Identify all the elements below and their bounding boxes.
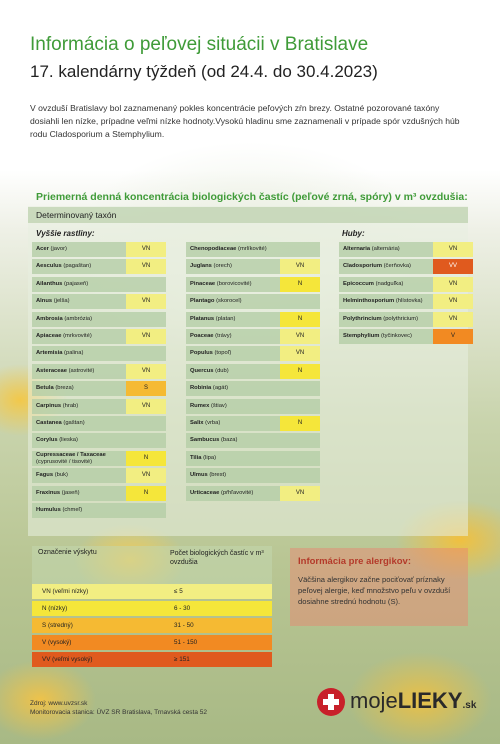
level-cell <box>280 399 320 414</box>
level-cell <box>280 451 320 466</box>
logo-sk: .sk <box>462 700 477 711</box>
table-row <box>339 329 473 344</box>
taxon-latin: Ulmus <box>190 472 208 479</box>
taxon-name <box>32 277 126 292</box>
level-cell: VV <box>433 259 473 274</box>
legend-row <box>32 584 272 599</box>
taxon-name <box>186 399 280 414</box>
taxon-slovak: (topoľ) <box>214 350 232 357</box>
taxon-latin: Poaceae <box>190 333 214 339</box>
legend-label: N (nízky) <box>42 605 68 612</box>
taxon-latin: Castanea <box>36 420 62 426</box>
taxon-slovak: (hrab) <box>62 402 79 409</box>
level-cell: N <box>280 277 320 292</box>
table-row <box>186 277 320 292</box>
table-row <box>32 346 166 361</box>
level-cell: VN <box>126 399 166 414</box>
taxon-latin: Artemisia <box>36 350 63 357</box>
level-cell: VN <box>280 329 320 344</box>
level-cell <box>280 381 320 396</box>
taxon-slovak: (skorocel) <box>216 298 242 305</box>
level-cell <box>280 468 320 483</box>
level-cell: V <box>433 329 473 344</box>
allergy-text: Väčšina alergikov začne pociťovať príznaky peľovej alergie, keď množstvo peľu v ovzduší dosiahne strednú hodnotu (S). <box>298 575 451 606</box>
legend-range: ≥ 151 <box>174 656 190 663</box>
logo-lieky: LIEKY <box>397 688 463 713</box>
taxon-slovak: (chmeľ) <box>62 507 83 513</box>
taxon-slovak: (pagaštan) <box>63 263 92 270</box>
taxon-slovak: (nadguľka) <box>375 280 404 287</box>
level-cell <box>126 312 166 327</box>
taxon-name <box>32 242 126 257</box>
taxon-slovak: (pajaseň) <box>64 280 89 287</box>
legend-row <box>32 635 272 650</box>
level-cell: VN <box>126 259 166 274</box>
table-row <box>186 242 320 257</box>
table-row <box>32 451 166 466</box>
table-row <box>186 312 320 327</box>
taxon-name <box>186 312 280 327</box>
legend-header <box>32 546 272 584</box>
table-row <box>186 364 320 379</box>
taxon-latin: Sambucus <box>190 437 220 444</box>
taxon-slovak: (gaštan) <box>63 420 85 426</box>
table-row <box>186 294 320 309</box>
table-row <box>32 399 166 414</box>
table-row <box>339 277 473 292</box>
level-cell: VN <box>433 277 473 292</box>
level-cell: VN <box>280 346 320 361</box>
taxon-slovak: (buk) <box>54 472 68 479</box>
taxon-slovak: (vrba) <box>205 420 221 426</box>
taxon-slovak: (hlístovka) <box>395 298 423 305</box>
taxon-latin: Chenopodiaceae <box>190 246 237 252</box>
taxon-slovak: (javor) <box>50 246 67 252</box>
taxon-name <box>32 503 126 518</box>
taxon-slovak: (brest) <box>209 472 227 479</box>
taxon-name <box>186 242 280 257</box>
taxon-name <box>186 433 280 448</box>
legend-head-count: Počet biologických častíc v m³ ovzdušia <box>170 550 264 566</box>
legend-label: S (stredný) <box>42 622 73 629</box>
taxon-latin: Humulus <box>36 507 61 513</box>
taxon-name <box>339 259 433 274</box>
taxon-latin: Salix <box>190 420 204 426</box>
table-row <box>32 433 166 448</box>
taxon-latin: Juglans <box>190 263 212 270</box>
taxon-name <box>186 259 280 274</box>
level-cell <box>280 433 320 448</box>
taxon-name <box>32 399 126 414</box>
table-row <box>339 259 473 274</box>
legend-head-occurrence: Označenie výskytu <box>38 549 97 556</box>
fungi-header: Huby: <box>342 229 365 238</box>
taxon-latin: Plantago <box>190 298 215 305</box>
level-cell: VN <box>280 486 320 501</box>
taxon-name <box>339 329 433 344</box>
taxon-name <box>186 486 280 501</box>
level-cell <box>126 277 166 292</box>
level-cell <box>126 416 166 431</box>
level-cell: VN <box>126 242 166 257</box>
taxon-slovak: (mrkvovité) <box>63 333 92 339</box>
taxon-latin: Rumex <box>190 402 210 409</box>
table-row <box>339 242 473 257</box>
taxon-latin: Populus <box>190 350 213 357</box>
allergy-info-box <box>290 548 468 626</box>
level-cell: VN <box>126 329 166 344</box>
table-row <box>186 433 320 448</box>
table-row <box>32 486 166 501</box>
logo-moje: moje <box>350 688 398 713</box>
table-row <box>32 294 166 309</box>
taxon-slovak: (dub) <box>215 367 229 374</box>
taxon-latin: Cladosporium <box>343 263 382 270</box>
taxon-name <box>186 364 280 379</box>
legend-range: 51 - 150 <box>174 639 198 646</box>
page-title: Informácia o peľovej situácii v Bratislave <box>30 34 369 55</box>
table-row <box>186 451 320 466</box>
taxon-slovak: (astrovité) <box>68 367 95 374</box>
level-cell: VN <box>433 312 473 327</box>
taxon-latin: Tilia <box>190 454 202 461</box>
level-cell: N <box>280 364 320 379</box>
taxon-latin: Urticaceae <box>190 489 220 496</box>
table-row <box>339 294 473 309</box>
taxon-name <box>32 433 126 448</box>
taxon-name <box>186 294 280 309</box>
taxon-latin: Quercus <box>190 367 214 374</box>
taxon-slovak: (trávy) <box>215 333 232 339</box>
level-cell: VN <box>126 468 166 483</box>
level-cell <box>126 433 166 448</box>
table-row <box>186 259 320 274</box>
level-cell: N <box>126 451 166 466</box>
taxon-latin: Asteraceae <box>36 367 67 374</box>
taxon-slovak: (tyčinkovec) <box>381 333 412 339</box>
plants-header: Vyššie rastliny: <box>36 229 95 238</box>
legend-range: 31 - 50 <box>174 622 194 629</box>
taxon-name <box>339 242 433 257</box>
taxon-latin: Aesculus <box>36 263 62 270</box>
level-cell: N <box>280 416 320 431</box>
taxon-slovak: (štiav) <box>210 402 227 409</box>
taxon-name <box>32 451 126 466</box>
taxon-name <box>32 486 126 501</box>
taxon-latin: Stemphylium <box>343 333 380 339</box>
taxon-slovak: (alternária) <box>371 246 400 252</box>
taxon-latin: Helminthosporium <box>343 298 395 305</box>
taxon-name <box>186 451 280 466</box>
table-row <box>186 329 320 344</box>
taxon-slovak: (lieska) <box>59 437 78 444</box>
level-cell <box>280 294 320 309</box>
table-row <box>32 329 166 344</box>
taxon-slovak: (breza) <box>55 385 74 392</box>
taxon-slovak: (palina) <box>64 350 84 357</box>
taxon-slovak: (pŕhľavovité) <box>220 489 254 496</box>
taxon-slovak: (čerňovka) <box>383 263 411 270</box>
taxon-name <box>32 329 126 344</box>
mojelieky-logo <box>316 683 476 723</box>
legend-row <box>32 652 272 667</box>
table-row <box>186 399 320 414</box>
taxon-latin: Epicoccum <box>343 280 374 287</box>
allergy-title: Informácia pre alergikov: <box>298 556 411 567</box>
taxon-slovak: (agát) <box>212 385 229 392</box>
taxon-latin: Fraxinus <box>36 489 61 496</box>
taxon-slovak: (lipa) <box>203 454 217 461</box>
table-row <box>186 346 320 361</box>
taxon-name <box>32 312 126 327</box>
taxon-latin: Robinia <box>190 385 212 392</box>
taxon-name <box>32 416 126 431</box>
taxon-latin: Acer <box>36 246 49 252</box>
table-row <box>186 468 320 483</box>
level-cell <box>280 242 320 257</box>
taxon-name <box>339 277 433 292</box>
taxon-latin: Alternaria <box>343 246 371 252</box>
footer-station: Monitorovacia stanica: ÚVZ SR Bratislava, Trnavská cesta 52 <box>30 709 208 716</box>
table-row <box>32 503 166 518</box>
taxon-name <box>186 416 280 431</box>
level-cell: VN <box>280 259 320 274</box>
taxon-slovak: (cyprusovité / tisovité) <box>36 458 93 465</box>
taxon-slovak: (baza) <box>220 437 238 444</box>
footer-source: Zdroj: www.uvzsr.sk <box>30 700 88 707</box>
taxon-latin: Platanus <box>190 315 215 322</box>
level-cell: VN <box>126 294 166 309</box>
legend-row <box>32 601 272 616</box>
taxon-name <box>32 468 126 483</box>
medical-cross-icon <box>316 687 346 717</box>
legend-range: ≤ 5 <box>174 588 183 595</box>
taxon-name <box>32 294 126 309</box>
footer <box>30 699 207 717</box>
taxon-latin: Corylus <box>36 437 58 444</box>
taxon-latin: Fagus <box>36 472 54 479</box>
taxon-name <box>186 346 280 361</box>
table-row <box>186 416 320 431</box>
table-row <box>32 381 166 396</box>
taxon-slovak: (polythricium) <box>383 315 419 322</box>
taxon-name <box>32 364 126 379</box>
taxon-latin: Ailanthus <box>36 280 63 287</box>
level-cell: VN <box>126 364 166 379</box>
table-row <box>32 468 166 483</box>
taxon-latin: Cupressaceae / Taxaceae <box>36 451 106 458</box>
taxon-slovak: (orech) <box>213 263 232 270</box>
intro-text: V ovzduší Bratislavy bol zaznamenaný pokles koncentrácie peľových zŕn brezy. Ostatné pozorované taxóny dosiahli len nízke, prípadne veľmi nízke hodnoty.Vysokú hladinu sme zaznamenali v prípade spór vzdušných húb rodu Cladosporium a Stemphylium. <box>30 103 460 139</box>
taxon-latin: Betula <box>36 385 54 392</box>
level-cell: S <box>126 381 166 396</box>
taxon-name <box>32 381 126 396</box>
table-row <box>32 312 166 327</box>
taxon-name <box>32 346 126 361</box>
table-row <box>32 259 166 274</box>
taxon-latin: Apiaceae <box>36 333 62 339</box>
table-row <box>32 277 166 292</box>
table-row <box>32 364 166 379</box>
table-row <box>32 242 166 257</box>
legend-range: 6 - 30 <box>174 605 191 612</box>
taxon-name <box>32 259 126 274</box>
taxon-header: Determinovaný taxón <box>28 207 468 223</box>
level-cell: VN <box>433 294 473 309</box>
table-row <box>186 381 320 396</box>
taxon-name <box>186 277 280 292</box>
taxon-name <box>339 312 433 327</box>
taxon-slovak: (jaseň) <box>61 489 80 496</box>
level-cell: N <box>126 486 166 501</box>
taxon-slovak: (mrlíkovité) <box>238 246 267 252</box>
table-row <box>186 486 320 501</box>
legend-row <box>32 618 272 633</box>
level-cell: VN <box>433 242 473 257</box>
taxon-latin: Pinaceae <box>190 280 216 287</box>
level-cell: N <box>280 312 320 327</box>
table-row <box>32 416 166 431</box>
taxon-name <box>186 468 280 483</box>
legend-label: V (vysoký) <box>42 639 72 646</box>
taxon-latin: Ambrosia <box>36 315 63 322</box>
taxon-slovak: (jelša) <box>53 298 70 305</box>
legend-label: VV (veľmi vysoký) <box>42 656 93 663</box>
level-cell <box>126 503 166 518</box>
taxon-latin: Alnus <box>36 298 53 305</box>
taxon-latin: Polythrincium <box>343 315 382 322</box>
taxon-slovak: (borovicovité) <box>216 280 252 287</box>
taxon-latin: Carpinus <box>36 402 62 409</box>
table-title: Priemerná denná koncentrácia biologických častíc (peľové zrná, spóry) v m³ ovzdušia: <box>36 191 468 203</box>
level-cell <box>126 346 166 361</box>
taxon-slovak: (platan) <box>215 315 236 322</box>
table-row <box>339 312 473 327</box>
legend-label: VN (veľmi nízky) <box>42 588 89 595</box>
taxon-name <box>339 294 433 309</box>
taxon-name <box>186 381 280 396</box>
taxon-slovak: (ambrózia) <box>64 315 93 322</box>
page-subtitle: 17. kalendárny týždeň (od 24.4. do 30.4.2023) <box>30 62 378 81</box>
taxon-name <box>186 329 280 344</box>
